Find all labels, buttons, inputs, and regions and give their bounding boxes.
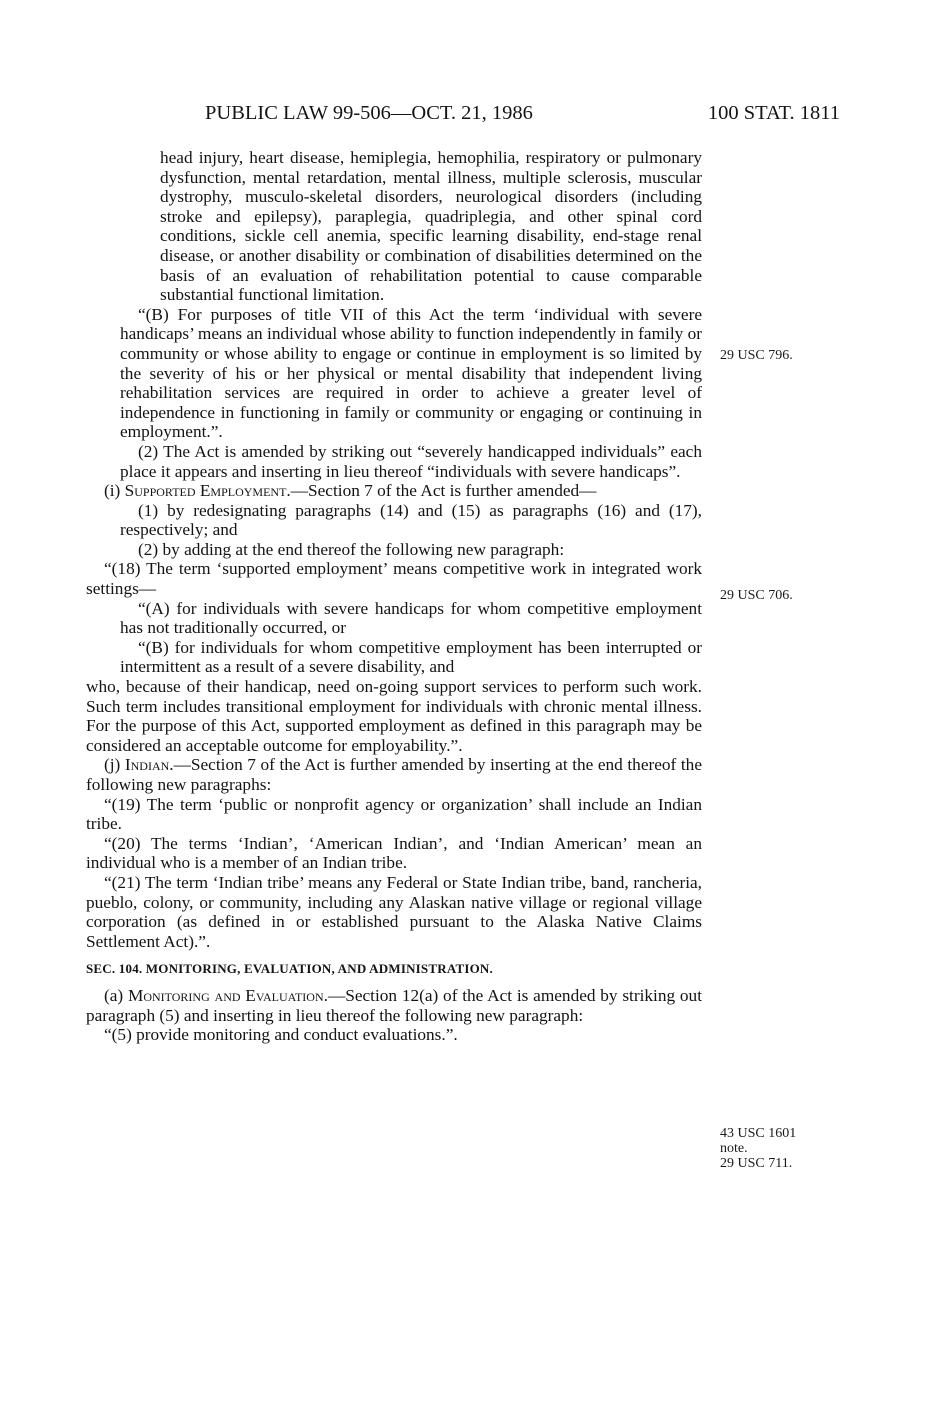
header-page-number: 100 STAT. 1811 bbox=[707, 102, 840, 124]
body-text bbox=[86, 148, 702, 1045]
paragraph: “(18) The term ‘supported employment’ means competitive work in integrated work settings— bbox=[86, 559, 702, 599]
paragraph-indian: (j) Indian.—Section 7 of the Act is further amended by inserting at the end thereof the following new paragraphs: bbox=[86, 755, 702, 794]
section-heading: SEC. 104. MONITORING, EVALUATION, AND ADMINISTRATION. bbox=[86, 961, 493, 977]
paragraph: “(B) For purposes of title VII of this Act the term ‘individual with severe handicaps’ means an individual whose ability to function independently in family or community or whose ability to engage or continue in employment is so limited by the severity of his or her physical or mental disability that independent living rehabilitation services are required in order to achieve a greater level of independence in functioning in family or community or engaging or continuing in employment.”. bbox=[120, 304, 702, 442]
paragraph: (2) The Act is amended by striking out “severely handicapped individuals” each place it appears and inserting in lieu thereof “individuals with severe handicaps”. bbox=[120, 441, 702, 481]
paragraph-supported-employment: (i) Supported Employment.—Section 7 of the Act is further amended— bbox=[104, 481, 597, 501]
section-heading-inline: Monitoring and Evaluation bbox=[127, 985, 324, 1005]
paragraph: “(5) provide monitoring and conduct evaluations.”. bbox=[104, 1025, 458, 1045]
paragraph: “(19) The term ‘public or nonprofit agency or organization’ shall include an Indian tribe. bbox=[86, 794, 702, 834]
paragraph: “(A) for individuals with severe handicaps for whom competitive employment has not traditionally occurred, or bbox=[120, 598, 702, 638]
margin-note-citation: 43 USC 1601 note. 29 USC 711. bbox=[720, 1126, 797, 1171]
paragraph-monitoring: (a) Monitoring and Evaluation.—Section 12(a) of the Act is amended by striking out paragraph (5) and inserting in lieu thereof the following new paragraph: bbox=[86, 985, 702, 1025]
paragraph: “(21) The term ‘Indian tribe’ means any Federal or State Indian tribe, band, rancheria, pueblo, colony, or community, including any Alaskan native village or regional village corporation (as defined in or established pursuant to the Alaska Native Claims Settlement Act).”. bbox=[86, 872, 702, 951]
paragraph: head injury, heart disease, hemiplegia, hemophilia, respiratory or pulmonary dysfunction, mental retardation, mental illness, multiple sclerosis, muscular dystrophy, musculo-skeletal disorders, neurological disorders (including stroke and epilepsy), paraplegia, quadriplegia, and other spinal cord conditions, sickle cell anemia, specific learning disability, end-stage renal disease, or another disability or combination of disabilities determined on the basis of an evaluation of rehabilitation potential to cause comparable substantial functional limitation. bbox=[160, 148, 702, 305]
margin-note: 29 USC 706. bbox=[720, 588, 793, 603]
paragraph: “(B) for individuals for whom competitive employment has been interrupted or intermittent as a result of a severe disability, and bbox=[120, 637, 702, 677]
paragraph: who, because of their handicap, need on-going support services to perform such work. Such term includes transitional employment for individuals with chronic mental illness. For the purpose of this Act, supported employment as defined in this paragraph may be considered an acceptable outcome for employability.”. bbox=[86, 677, 702, 755]
header-title: PUBLIC LAW 99-506—OCT. 21, 1986 bbox=[205, 102, 533, 124]
paragraph: (2) by adding at the end thereof the following new paragraph: bbox=[138, 539, 565, 559]
paragraph: (1) by redesignating paragraphs (14) and (15) as paragraphs (16) and (17), respectively; and bbox=[120, 500, 702, 540]
margin-note: 29 USC 796. bbox=[720, 348, 793, 363]
section-heading-inline: Supported Employment bbox=[124, 481, 287, 501]
paragraph: “(20) The terms ‘Indian’, ‘American Indian’, and ‘Indian American’ mean an individual who is a member of an Indian tribe. bbox=[86, 833, 702, 873]
section-heading-inline: Indian bbox=[124, 755, 170, 775]
